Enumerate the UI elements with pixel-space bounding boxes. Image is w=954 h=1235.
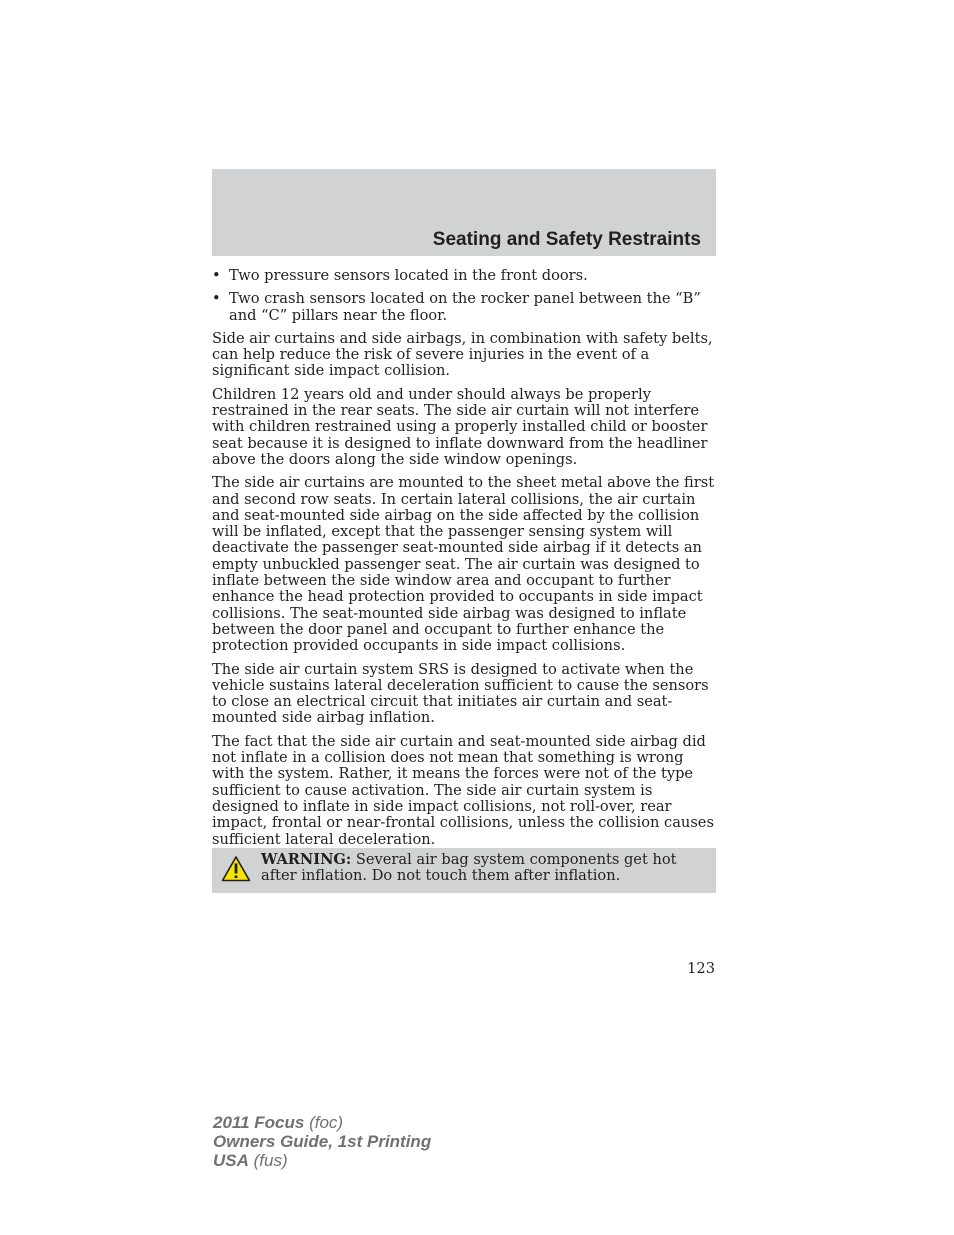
footer-line-market [213,1151,431,1170]
warning-box [212,848,716,893]
list-item [212,268,717,284]
body-paragraph: The fact that the side air curtain and seat-mounted side airbag did not inflate in a collision does not mean that something is wrong with the system. Rather, it means the forces were not of the type sufficient to cause activation. The side air curtain system is designed to inflate in side impact collisions, not roll-over, rear impact, frontal or near-frontal collisions, unless the collision causes sufficient lateral deceleration. [212,732,714,848]
footer-market: USA [213,1151,249,1170]
footer-guide: Owners Guide, 1st Printing [213,1132,432,1151]
footer-line-model [213,1113,431,1132]
footer-line-guide [213,1132,431,1151]
footer-model-code: (foc) [304,1113,344,1132]
section-header-band [212,169,716,256]
warning-label: WARNING: [261,851,352,868]
list-item-text: Two pressure sensors located in the front doors. [229,267,588,284]
body-paragraph: The side air curtain system SRS is designed to activate when the vehicle sustains lateral deceleration sufficient to cause the sensors to close an electrical circuit that initiates air curtain and seat-mounted side airbag inflation. [212,660,709,727]
bullet-symbol: • [212,267,221,284]
body-paragraph: Side air curtains and side airbags, in combination with safety belts, can help reduce the risk of severe injuries in the event of a significant side impact collision. [212,329,713,380]
body-paragraph: Children 12 years old and under should always be properly restrained in the rear seats. The side air curtain will not interfere with children restrained using a properly installed child or booster seat because it is designed to inflate downward from the headliner above the doors along the side window openings. [212,385,708,468]
footer-model: 2011 Focus [213,1113,305,1132]
list-item [212,291,717,324]
sensor-list [212,268,717,324]
section-title: Seating and Safety Restraints [432,229,701,250]
page-number: 123 [687,960,715,977]
warning-triangle-icon [221,855,251,882]
body-paragraph: The side air curtains are mounted to the sheet metal above the first and second row seats. In certain lateral collisions, the air curtain and seat-mounted side airbag on the side affected by the collision will be inflated, except that the passenger sensing system will deactivate the passenger seat-mounted side airbag if it detects an empty unbuckled passenger seat. The air curtain was designed to inflate between the side window area and occupant to further enhance the head protection provided to occupants in side impact collisions. The seat-mounted side airbag was designed to inflate between the door panel and occupant to further enhance the protection provided occupants in side impact collisions. [212,474,715,655]
warning-text [261,852,706,885]
page-content [212,268,717,855]
bullet-symbol: • [212,290,221,308]
footer-market-code: (fus) [248,1151,288,1170]
warning-message: Several air bag system components get hot after inflation. Do not touch them after inflation. [261,851,677,885]
list-item-text: Two crash sensors located on the rocker panel between the “B” and “C” pillars near the floor. [229,290,701,324]
footer-imprint [213,1113,431,1170]
